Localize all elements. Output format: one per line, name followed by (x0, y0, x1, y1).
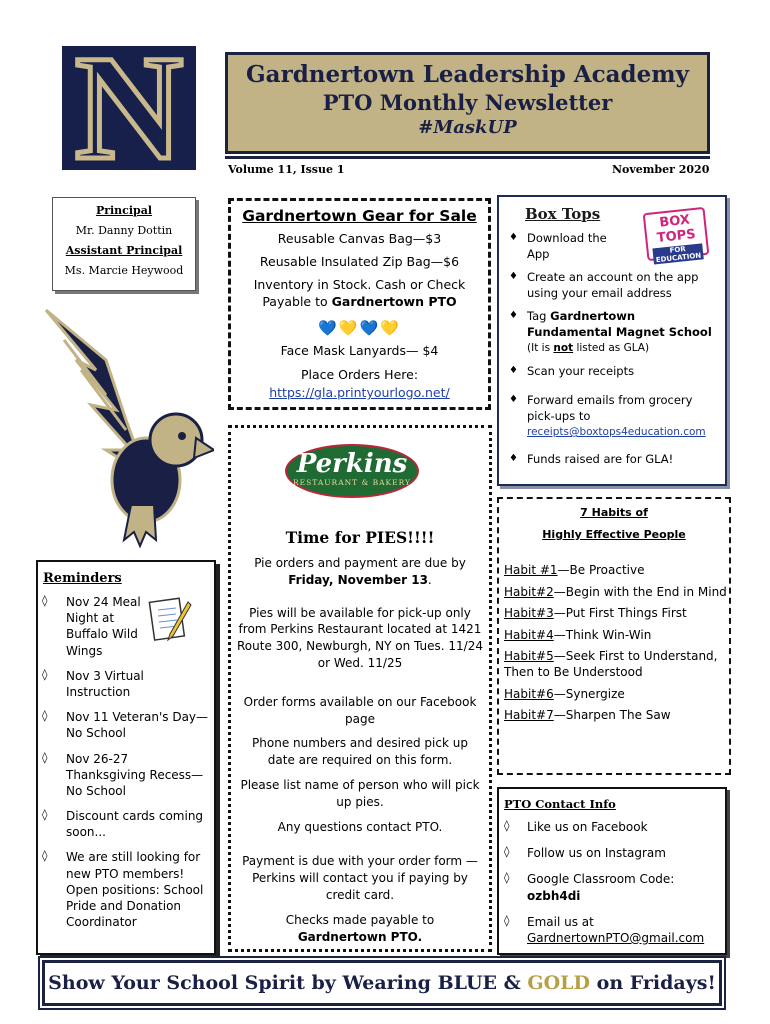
reminders-title: Reminders (43, 571, 122, 586)
principal-label: Principal (95, 204, 153, 217)
pies-questions: Any questions contact PTO. (277, 819, 443, 834)
staff-box (52, 197, 196, 291)
pies-phone: Phone numbers and desired pick up date are required on this form. (252, 736, 468, 768)
hearts-icon: 💙💛💙💛 (318, 318, 401, 337)
issue-date: November 2020 (612, 163, 710, 176)
newsletter-header (225, 52, 710, 154)
gear-place-orders: Place Orders Here: (300, 367, 419, 383)
gear-for-sale-box (228, 198, 491, 410)
reminder-item: ◊ Nov 3 Virtual Instruction (42, 668, 152, 700)
pto-contact-box (497, 787, 727, 955)
habit-item: Habit#4—Think Win-Win (504, 627, 652, 642)
contact-email: ◊ Email us at GardnertownPTO@gmail.com (504, 914, 721, 946)
perkins-logo: Perkins RESTAURANT & BAKERY (285, 444, 419, 498)
box-tops-item: ♦ Scan your receipts (509, 364, 717, 380)
reminder-item: ◊ Nov 24 Meal Night at Buffalo Wild Wings (42, 594, 152, 659)
box-tops-item: ♦ Forward emails from grocery pick-ups to receipts@boxtops4education.com (509, 393, 717, 440)
pies-names: Please list name of person who will pick up pies. (240, 777, 480, 809)
pies-title: Time for PIES!!!! (285, 528, 435, 547)
gear-lanyards: Face Mask Lanyards— $4 (280, 342, 439, 358)
pies-order-forms: Order forms available on our Facebook page (243, 694, 477, 726)
assistant-principal-name: Ms. Marcie Heywood (64, 264, 184, 277)
logo-letter: N (74, 25, 184, 191)
pies-checks: Checks made payable to Gardnertown PTO. (285, 912, 435, 944)
habits-box (497, 497, 731, 775)
pies-due: Pie orders and payment are due by Friday, November 13. (254, 556, 466, 587)
contact-email-link[interactable]: GardnertownPTO@gmail.com (527, 930, 705, 945)
contact-instagram: ◊ Follow us on Instagram (504, 845, 721, 861)
assistant-principal-label: Assistant Principal (65, 244, 183, 257)
habits-title-line2: Highly Effective People (542, 528, 686, 541)
habits-title-line1: 7 Habits of (580, 506, 648, 519)
contact-title: PTO Contact Info (504, 797, 616, 811)
pies-pickup: Pies will be available for pick-up only from Perkins Restaurant located at 1421 Route 300, Newburgh, NY on Tues. 11/24 or Wed. 11/25 (237, 605, 483, 670)
box-tops-title: Box Tops (525, 205, 601, 223)
reminder-item: ◊ We are still looking for new PTO members! Open positions: School Pride and Donation Coordinator (42, 849, 210, 930)
gear-zip-bag: Reusable Insulated Zip Bag—$6 (259, 253, 460, 269)
footer-banner: Show Your School Spirit by Wearing BLUE & GOLD on Fridays! (42, 960, 722, 1006)
contact-facebook: ◊ Like us on Facebook (504, 819, 721, 835)
box-tops-email-link[interactable]: receipts@boxtops4education.com (527, 426, 706, 439)
habit-item: Habit #1—Be Proactive (504, 563, 645, 577)
pies-payment: Payment is due with your order form — Perkins will contact you if paying by credit card. (242, 854, 478, 902)
pies-box (228, 425, 492, 952)
hashtag: #MaskUP (418, 117, 517, 138)
reminder-item: ◊ Discount cards coming soon... (42, 808, 210, 840)
gear-canvas-bag: Reusable Canvas Bag—$3 (277, 231, 442, 246)
contact-classroom: ◊ Google Classroom Code: ozbh4di (504, 871, 721, 903)
notepad-icon (148, 596, 192, 642)
box-tops-logo: BOX TOPS FOR EDUCATION (643, 207, 710, 261)
habit-item: Habit#6—Synergize (504, 686, 625, 701)
habit-item: Habit#3—Put First Things First (504, 606, 687, 621)
habit-item: Habit#5—Seek First to Understand, Then to Be Understood (504, 649, 718, 679)
principal-name: Mr. Danny Dottin (75, 224, 173, 237)
reminder-item: ◊ Nov 26-27 Thanksgiving Recess—No School (42, 751, 210, 800)
eagle-mascot-icon (36, 300, 214, 550)
newsletter-title: PTO Monthly Newsletter (322, 90, 613, 115)
reminder-item: ◊ Nov 11 Veteran's Day—No School (42, 709, 210, 741)
gear-order-link[interactable]: https://gla.printyourlogo.net/ (269, 385, 450, 401)
habit-item: Habit#2—Begin with the End in Mind (504, 584, 727, 599)
gear-inventory: Inventory in Stock. Cash or Check Payable to Gardnertown PTO (253, 276, 466, 309)
box-tops-item: ♦ Create an account on the app using your email address (509, 270, 717, 301)
header-rule (225, 156, 710, 159)
school-logo (62, 25, 196, 191)
habit-item: Habit#7—Sharpen The Saw (504, 708, 671, 723)
volume-issue: Volume 11, Issue 1 (228, 163, 345, 176)
gear-title: Gardnertown Gear for Sale (242, 207, 477, 225)
box-tops-item: ♦ Download the App (509, 231, 622, 262)
box-tops-item: ♦ Funds raised are for GLA! (509, 452, 717, 468)
school-name: Gardnertown Leadership Academy (246, 61, 689, 88)
box-tops-item: ♦ Tag Gardnertown Fundamental Magnet School (It is not listed as GLA) (509, 309, 717, 356)
